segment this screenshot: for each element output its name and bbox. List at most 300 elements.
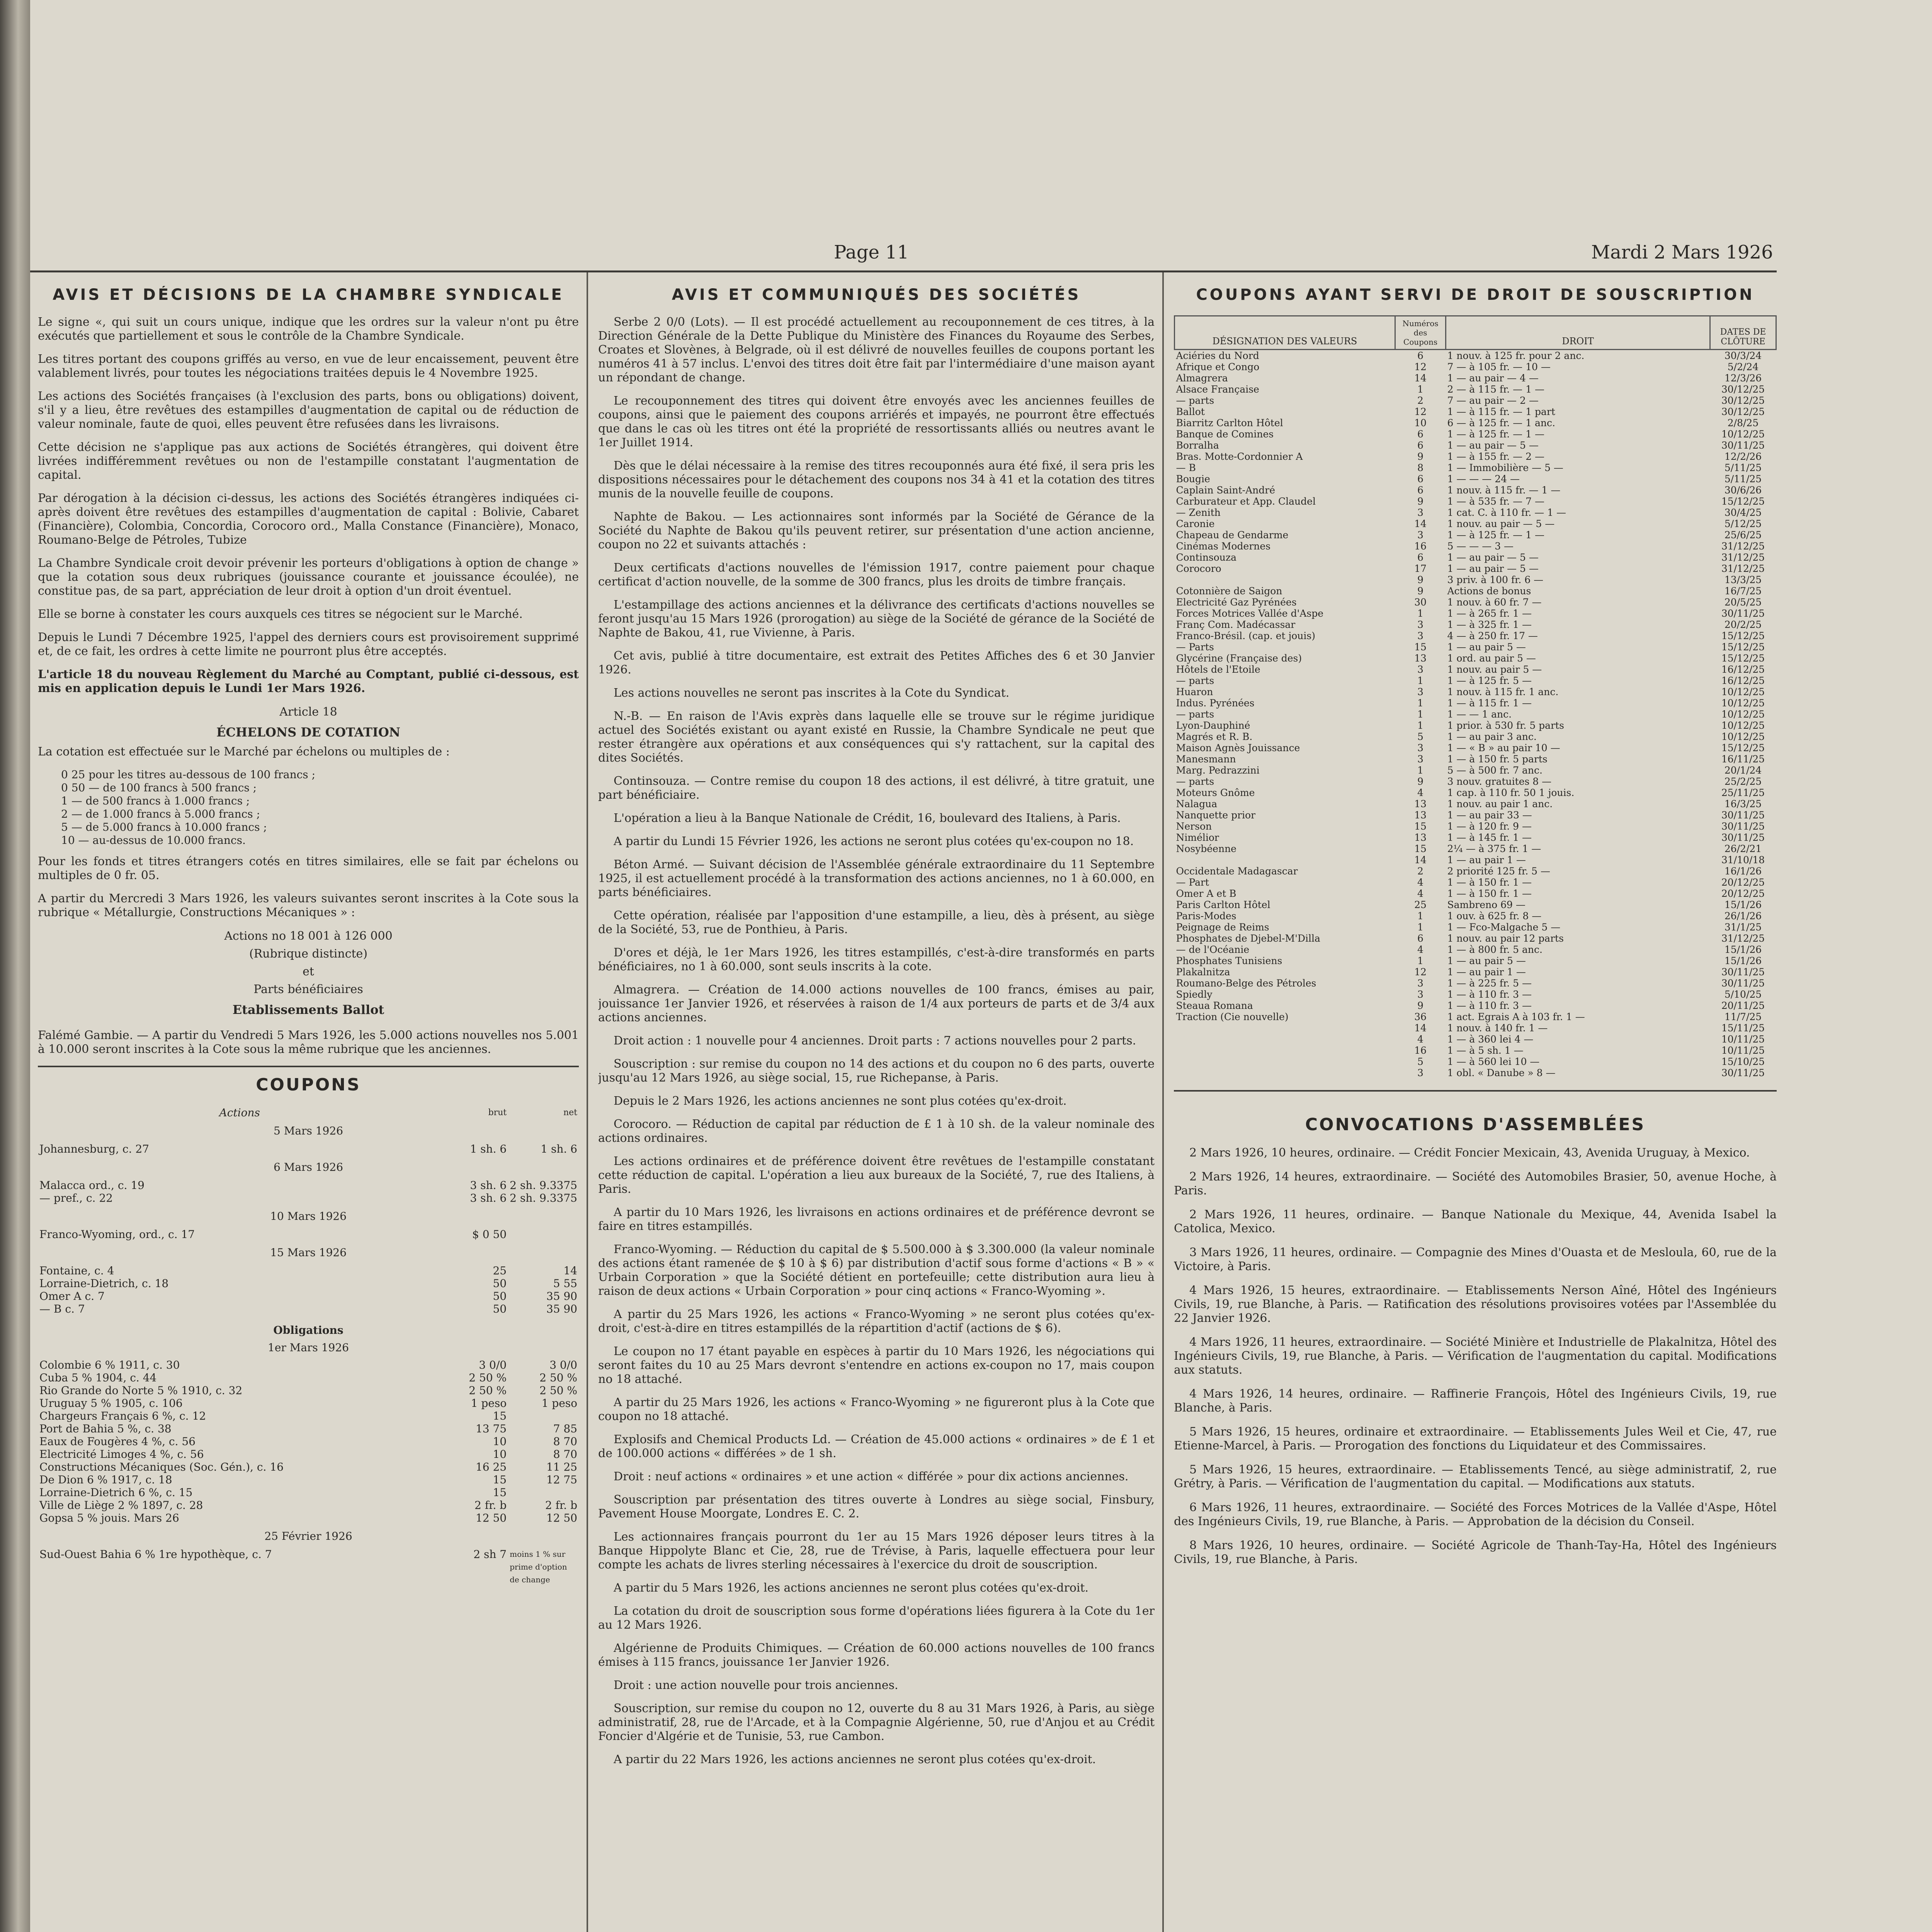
coupon-droit-name: Phosphates de Djebel-M'Dilla: [1176, 933, 1320, 944]
coupon-droit-date: 15/12/25: [1721, 742, 1765, 753]
societe-paragraph: A partir du 10 Mars 1926, les livraisons en actions ordinaires et de préférence devront se faire en titres estampillés.: [598, 1206, 1155, 1233]
oblig-brut: 10: [493, 1448, 507, 1461]
coupon-droit-droit: 1 nouv. à 115 fr. 1 anc.: [1447, 686, 1559, 697]
oblig-name: Cuba 5 % 1904, c. 44: [39, 1371, 157, 1384]
coupon-droit-date: 13/3/25: [1724, 574, 1762, 585]
convocation-item: 5 Mars 1926, 15 heures, extraordinaire. — Etablissements Tencé, au siège administratif, 2, rue Grétry, à Paris. — Vérification de l'augmentation du capital. — Modifications aux statuts.: [1174, 1463, 1777, 1490]
convocation-item: 2 Mars 1926, 11 heures, ordinaire. — Banque Nationale du Mexique, 44, Avenida Isabel la Catolica, Mexico.: [1174, 1208, 1777, 1235]
societe-paragraph: D'ores et déjà, le 1er Mars 1926, les titres estampillés, c'est-à-dire transformés en parts bénéficiaires, no 1 à 60.000, sont seuls inscrits à la cote.: [598, 946, 1155, 973]
coupon-droit-number: 1: [1417, 955, 1423, 966]
coupon-droit-number: 13: [1414, 798, 1427, 810]
coupon-droit-date: 16/7/25: [1724, 585, 1762, 597]
coupon-droit-name: Almagrera: [1176, 372, 1228, 384]
coupon-droit-row: [1175, 395, 1776, 406]
coupon-droit-date: 16/12/25: [1721, 664, 1765, 675]
coupon-droit-droit: 1 — au pair 1 —: [1447, 854, 1526, 866]
coupon-droit-droit: 1 nouv. à 125 fr. pour 2 anc.: [1447, 350, 1585, 361]
coupon-droit-date: 12/2/26: [1724, 451, 1762, 462]
coupon-net: 1 sh. 6: [541, 1143, 577, 1155]
societe-paragraph: Franco-Wyoming. — Réduction du capital de $ 5.500.000 à $ 3.300.000 (la valeur nominale des actions étant ramenée de $ 10 à $ 6) par distribution d'actif sous forme d'actions « B » « Urbain Corporation » que la Société détient en portefeuille; cette distribution aura lieu à raison de deux actions « Urbain Corporation » pour cinq actions « Franco-Wyoming ».: [598, 1243, 1155, 1298]
coupon-brut: 50: [493, 1277, 507, 1290]
coupon-droit-number: 1: [1417, 384, 1423, 395]
societe-paragraph: Depuis le 2 Mars 1926, les actions anciennes ne sont plus cotées qu'ex-droit.: [614, 1094, 1067, 1108]
societe-paragraph: L'estampillage des actions anciennes et la délivrance des certificats d'actions nouvelles se feront jusqu'au 15 Mars 1926 (prorogation) au siège de la Société de gérance de la Société de Naphte de Bakou, 41, rue Vivienne, à Paris.: [598, 598, 1155, 639]
societe-paragraph: A partir du 25 Mars 1926, les actions « Franco-Wyoming » ne seront plus cotées qu'ex-droit, c'est-à-dire en titres estampillés de la répartition d'actif (actions de $ 6).: [598, 1308, 1155, 1335]
societe-paragraph: L'opération a lieu à la Banque Nationale de Crédit, 16, boulevard des Italiens, à Paris.: [614, 811, 1121, 825]
coupon-droit-number: 13: [1414, 832, 1427, 843]
coupon-droit-name: Caronie: [1176, 518, 1215, 529]
societe-paragraph: Droit : une action nouvelle pour trois anciennes.: [614, 1679, 898, 1692]
coupon-droit-number: 30: [1414, 597, 1427, 608]
coupon-droit-droit: 1 — à 115 fr. 1 —: [1447, 697, 1532, 709]
coupon-droit-name: Ballot: [1176, 406, 1205, 417]
oblig-name: Constructions Mécaniques (Soc. Gén.), c. 16: [39, 1461, 284, 1473]
coupon-droit-date: 31/12/25: [1721, 563, 1765, 574]
coupon-droit-row: [1175, 485, 1776, 496]
coupon-droit-droit: 1 — à 125 fr. — 1 —: [1447, 529, 1544, 541]
coupon-droit-number: 12: [1414, 966, 1427, 978]
coupon-droit-number: 3: [1417, 742, 1423, 753]
coupon-droit-name: Corocoro: [1176, 563, 1221, 574]
coupon-droit-date: 5/11/25: [1724, 473, 1762, 485]
coupon-droit-date: 10/11/25: [1721, 1045, 1765, 1056]
coupon-droit-row: [1175, 787, 1776, 798]
coupon-droit-row: [1175, 910, 1776, 922]
coupon-droit-row: [1175, 597, 1776, 608]
coupon-droit-droit: 1 — au pair — 5 —: [1447, 563, 1539, 574]
oblig-date: 1er Mars 1926: [268, 1341, 349, 1354]
coupon-droit-date: 15/12/25: [1721, 496, 1765, 507]
oblig-name: Uruguay 5 % 1905, c. 106: [39, 1397, 183, 1410]
coupon-droit-number: 3: [1417, 664, 1423, 675]
coupon-droit-date: 15/12/25: [1721, 630, 1765, 641]
coupon-droit-date: 5/10/25: [1724, 989, 1762, 1000]
societe-paragraph: A partir du 22 Mars 1926, les actions anciennes ne seront plus cotées qu'ex-droit.: [614, 1753, 1096, 1766]
coupon-droit-name: Plakalnitza: [1176, 966, 1230, 978]
coupon-droit-name: Cinémas Modernes: [1176, 541, 1271, 552]
coupon-brut: 50: [493, 1290, 507, 1303]
societe-paragraph: Béton Armé. — Suivant décision de l'Assemblée générale extraordinaire du 11 Septembre 1925, il est actuellement procédé à la transformation des actions anciennes, no 1 à 60.000, en parts bénéficiaires.: [598, 858, 1155, 899]
coupon-date-row: [38, 1241, 579, 1264]
inscription-line: Actions no 18 001 à 126 000: [224, 929, 393, 943]
coupon-droit-row: [1175, 877, 1776, 888]
coupon-droit-date: 30/11/25: [1721, 832, 1765, 843]
oblig-brut: 1 peso: [471, 1397, 507, 1410]
coupon-droit-droit: 2 — à 115 fr. — 1 —: [1447, 384, 1544, 395]
coupon-droit-droit: 1 — « B » au pair 10 —: [1447, 742, 1560, 753]
coupon-droit-row: [1175, 966, 1776, 978]
coupon-droit-row: [1175, 574, 1776, 585]
coupon-droit-row: [1175, 955, 1776, 966]
coupons-col-net: net: [563, 1108, 577, 1117]
coupon-droit-number: 6: [1417, 485, 1423, 496]
coupon-droit-date: 16/3/25: [1724, 798, 1762, 810]
coupon-droit-name: Forces Motrices Vallée d'Aspe: [1176, 608, 1324, 619]
oblig-net: 7 85: [553, 1422, 577, 1435]
coupon-droit-droit: 1 nouv. au pair — 5 —: [1447, 518, 1555, 529]
coupon-droit-date: 5/12/25: [1724, 518, 1762, 529]
coupon-droit-date: 31/10/18: [1721, 854, 1765, 866]
page-number: Page 11: [834, 242, 909, 263]
coupon-droit-date: 25/6/25: [1724, 529, 1762, 541]
coupon-droit-row: [1175, 821, 1776, 832]
coupon-droit-number: 16: [1414, 541, 1427, 552]
chambre-syndicale-title: AVIS ET DÉCISIONS DE LA CHAMBRE SYNDICALE: [53, 286, 564, 304]
coupon-droit-number: 16: [1414, 1045, 1427, 1056]
coupon-droit-row: [1175, 406, 1776, 417]
oblig-brut: 12 50: [475, 1512, 507, 1524]
coupon-droit-number: 4: [1417, 944, 1423, 955]
coupon-droit-name: — parts: [1176, 395, 1214, 406]
coupon-droit-row: [1175, 933, 1776, 944]
oblig-net: 12 50: [546, 1512, 577, 1524]
coupon-droit-name: [1175, 1045, 1395, 1056]
coupon-droit-name: Manesmann: [1176, 753, 1236, 765]
coupon-droit-droit: 1 — à 120 fr. 9 —: [1447, 821, 1532, 832]
coupon-droit-row: [1175, 922, 1776, 933]
feb-row: [38, 1548, 579, 1586]
coupon-droit-row: [1175, 866, 1776, 877]
coupon-droit-number: 10: [1414, 417, 1427, 429]
coupon-droit-number: 9: [1417, 1000, 1423, 1011]
coupon-droit-name: [1175, 1056, 1395, 1067]
oblig-row: [38, 1499, 579, 1512]
coupon-droit-name: Carburateur et App. Claudel: [1176, 496, 1316, 507]
coupon-droit-droit: 5 — à 500 fr. 7 anc.: [1447, 765, 1543, 776]
coupon-droit-droit: 1 — à 535 fr. — 7 —: [1447, 496, 1544, 507]
coupon-droit-number: 14: [1414, 372, 1427, 384]
coupon-droit-row: [1175, 541, 1776, 552]
coupon-name: Franco-Wyoming, ord., c. 17: [39, 1228, 195, 1241]
coupon-net: 35 90: [546, 1290, 577, 1303]
echelons-intro: La cotation est effectuée sur le Marché par échelons ou multiples de :: [38, 745, 450, 759]
coupon-droit-droit: 1 — à 110 fr. 3 —: [1447, 1000, 1532, 1011]
coupon-droit-date: 30/11/25: [1721, 810, 1765, 821]
coupon-droit-number: 5: [1417, 1056, 1423, 1067]
coupon-droit-name: [1175, 854, 1395, 866]
coupon-droit-number: 15: [1414, 821, 1427, 832]
coupon-droit-name: Indus. Pyrénées: [1176, 697, 1255, 709]
convocation-item: 3 Mars 1926, 11 heures, ordinaire. — Compagnie des Mines d'Ouasta et de Mesloula, 60, rue de la Victoire, à Paris.: [1174, 1246, 1777, 1273]
coupon-droit-name: — Zenith: [1176, 507, 1221, 518]
coupon-droit-droit: 6 — à 125 fr. — 1 anc.: [1447, 417, 1555, 429]
coupon-droit-row: [1175, 731, 1776, 742]
coupon-droit-number: 9: [1417, 496, 1423, 507]
coupon-droit-number: 36: [1414, 1011, 1427, 1022]
coupon-droit-droit: 1 — au pair 3 anc.: [1447, 731, 1537, 742]
coupon-droit-number: 1: [1417, 765, 1423, 776]
coupon-droit-row: [1175, 507, 1776, 518]
societe-paragraph: Explosifs and Chemical Products Ld. — Création de 45.000 actions « ordinaires » de £ 1 et de 100.000 actions « différées » de 1 sh.: [598, 1433, 1155, 1460]
coupon-droit-droit: 1 prior. à 530 fr. 5 parts: [1447, 720, 1564, 731]
inscription-line: Etablissements Ballot: [232, 1002, 384, 1017]
coupon-name: Malacca ord., c. 19: [39, 1179, 145, 1192]
column-rule: [1162, 272, 1164, 1932]
coupon-droit-number: 3: [1417, 507, 1423, 518]
coupon-droit-droit: 1 — à 325 fr. 1 —: [1447, 619, 1532, 630]
page-edge-left: [0, 0, 30, 1932]
coupon-droit-row: [1175, 944, 1776, 955]
oblig-brut: 16 25: [475, 1461, 507, 1473]
section-rule: [38, 1066, 579, 1067]
coupon-droit-droit: 1 — à 5 sh. 1 —: [1447, 1045, 1524, 1056]
coupon-droit-droit: 1 — à 145 fr. 1 —: [1447, 832, 1532, 843]
feb-brut: 2 sh 7: [473, 1548, 507, 1561]
coupon-droit-name: Hôtels de l'Etoile: [1176, 664, 1260, 675]
coupon-droit-droit: 1 cat. C. à 110 fr. — 1 —: [1447, 507, 1566, 518]
coupon-net: [508, 1228, 579, 1241]
coupon-droit-droit: 1 — au pair 33 —: [1447, 810, 1532, 821]
coupons-table: [38, 1106, 579, 1586]
feb-net: moins 1 % sur prime d'option de change: [510, 1549, 567, 1584]
coupon-droit-name: Peignage de Reims: [1176, 922, 1269, 933]
coupon-droit-name: Electricité Gaz Pyrénées: [1176, 597, 1297, 608]
coupon-droit-row: [1175, 653, 1776, 664]
coupon-droit-number: 15: [1414, 641, 1427, 653]
coupon-droit-number: 14: [1414, 1022, 1427, 1034]
coupon-droit-droit: 1 ord. au pair 5 —: [1447, 653, 1536, 664]
avis-paragraph: L'article 18 du nouveau Règlement du Marché au Comptant, publié ci-dessous, est mis en application depuis le Lundi 1er Mars 1926.: [38, 668, 579, 695]
echelon-item: 2 — de 1.000 francs à 5.000 francs ;: [61, 808, 260, 820]
oblig-name: Ville de Liège 2 % 1897, c. 28: [39, 1499, 203, 1512]
oblig-brut: 15: [493, 1473, 507, 1486]
oblig-row: [38, 1397, 579, 1410]
avis-paragraph: Elle se borne à constater les cours auxquels ces titres se négocient sur le Marché.: [38, 607, 523, 621]
coupon-droit-row: [1175, 697, 1776, 709]
coupon-droit-number: 6: [1417, 473, 1423, 485]
coupon-droit-name: Nimélior: [1176, 832, 1219, 843]
coupon-droit-name: Continsouza: [1176, 552, 1236, 563]
coupon-name: — B c. 7: [39, 1303, 85, 1315]
coupon-droit-name: Paris-Modes: [1176, 910, 1236, 922]
coupon-droit-row: [1175, 473, 1776, 485]
coupon-droit-date: 15/10/25: [1721, 1056, 1765, 1067]
convocation-item: 5 Mars 1926, 15 heures, ordinaire et extraordinaire. — Etablissements Jules Weil et Cie, 47, rue Etienne-Marcel, à Paris. — Prorogation des fonctions du Liquidateur et des Commissaires.: [1174, 1425, 1777, 1452]
coupon-droit-number: 12: [1414, 406, 1427, 417]
coupon-droit-number: 9: [1417, 776, 1423, 787]
societe-paragraph: Droit action : 1 nouvelle pour 4 anciennes. Droit parts : 7 actions nouvelles pour 2 parts.: [614, 1034, 1136, 1048]
coupon-droit-droit: 1 — à 150 fr. 1 —: [1447, 888, 1532, 899]
societe-paragraph: Algérienne de Produits Chimiques. — Création de 60.000 actions nouvelles de 100 francs émises à 115 francs, jouissance 1er Janvier 1926.: [598, 1641, 1155, 1669]
oblig-name: Chargeurs Français 6 %, c. 12: [39, 1410, 206, 1422]
coupon-droit-date: 31/1/25: [1724, 922, 1762, 933]
obligations-label-row: [38, 1315, 579, 1339]
coupon-droit-date: 12/3/26: [1724, 372, 1762, 384]
coupon-droit-droit: 2¼ — à 375 fr. 1 —: [1447, 843, 1541, 854]
avis-societes-title: AVIS ET COMMUNIQUÉS DES SOCIÉTÉS: [672, 286, 1081, 304]
oblig-net: 12 75: [546, 1473, 577, 1486]
coupon-droit-droit: 5 — — — 3 —: [1447, 541, 1514, 552]
coupon-row: [38, 1192, 579, 1204]
coupon-droit-date: 5/2/24: [1727, 361, 1759, 372]
coupon-droit-row: [1175, 361, 1776, 372]
echelon-item: 0 25 pour les titres au-dessous de 100 francs ;: [61, 768, 315, 781]
societe-paragraph: Deux certificats d'actions nouvelles de l'émission 1917, contre paiement pour chaque certificat d'action nouvelle, de la somme de 300 francs, plus les droits de timbre français.: [598, 561, 1155, 588]
coupon-droit-date: 26/2/21: [1724, 843, 1762, 854]
oblig-row: [38, 1384, 579, 1397]
coupon-droit-date: 10/12/25: [1721, 709, 1765, 720]
coupon-droit-name: Franç Com. Madécassar: [1176, 619, 1296, 630]
oblig-net: [508, 1410, 579, 1422]
coupon-droit-name: — de l'Océanie: [1176, 944, 1250, 955]
oblig-brut: 2 50 %: [469, 1384, 507, 1397]
oblig-net: 2 50 %: [539, 1371, 577, 1384]
coupon-droit-number: 4: [1417, 787, 1423, 798]
coupon-row: [38, 1290, 579, 1303]
oblig-row: [38, 1461, 579, 1473]
coupon-droit-droit: 1 nouv. au pair 1 anc.: [1447, 798, 1553, 810]
coupon-droit-date: 30/12/25: [1721, 395, 1765, 406]
coupon-droit-date: 16/12/25: [1721, 675, 1765, 686]
coupon-droit-droit: 1 — — — 24 —: [1447, 473, 1520, 485]
coupon-droit-number: 3: [1417, 753, 1423, 765]
coupon-droit-date: 31/12/25: [1721, 552, 1765, 563]
oblig-row: [38, 1371, 579, 1384]
faleme-paragraph: Falémé Gambie. — A partir du Vendredi 5 Mars 1926, les 5.000 actions nouvelles nos 5.001 à 10.000 seront inscrites à la Cote sous la même rubrique que les anciennes.: [38, 1029, 579, 1056]
oblig-net: 8 70: [553, 1435, 577, 1448]
coupon-droit-date: 30/4/25: [1724, 507, 1762, 518]
coupon-droit-row: [1175, 518, 1776, 529]
coupon-droit-date: 10/11/25: [1721, 1034, 1765, 1045]
coupon-droit-droit: 1 nouv. à 115 fr. — 1 —: [1447, 485, 1561, 496]
coupon-row: [38, 1264, 579, 1277]
coupon-droit-droit: 1 — à 225 fr. 5 —: [1447, 978, 1532, 989]
coupon-name: — pref., c. 22: [39, 1192, 113, 1204]
coupon-droit-name: Maison Agnès Jouissance: [1176, 742, 1300, 753]
feb-name: Sud-Ouest Bahia 6 % 1re hypothèque, c. 7: [39, 1548, 272, 1561]
coupon-date: 5 Mars 1926: [274, 1124, 343, 1137]
coupon-droit-droit: 1 act. Egrais A à 103 fr. 1 —: [1447, 1011, 1585, 1022]
coupons-droit-header: DATES DE CLÔTURE: [1710, 316, 1776, 350]
coupon-droit-number: 9: [1417, 574, 1423, 585]
coupon-droit-name: Traction (Cie nouvelle): [1176, 1011, 1289, 1022]
coupon-droit-name: Nanquette prior: [1176, 810, 1256, 821]
coupon-droit-row: [1175, 1045, 1776, 1056]
coupon-droit-row: [1175, 1034, 1776, 1045]
coupon-droit-row: [1175, 989, 1776, 1000]
societe-paragraph: La cotation du droit de souscription sous forme d'opérations liées figurera à la Cote du 1er au 12 Mars 1926.: [598, 1604, 1155, 1632]
oblig-row: [38, 1473, 579, 1486]
coupon-brut: 1 sh. 6: [470, 1143, 507, 1155]
coupon-droit-number: 17: [1414, 563, 1427, 574]
coupon-droit-name: Huaron: [1176, 686, 1213, 697]
column-rule: [587, 272, 588, 1932]
convocation-item: 2 Mars 1926, 10 heures, ordinaire. — Crédit Foncier Mexicain, 43, Avenida Uruguay, à Mexico.: [1189, 1146, 1750, 1160]
coupon-droit-number: 1: [1417, 675, 1423, 686]
coupon-droit-date: 16/11/25: [1721, 753, 1765, 765]
coupon-droit-date: 20/12/25: [1721, 888, 1765, 899]
societe-paragraph: Cette opération, réalisée par l'apposition d'une estampille, a lieu, dès à présent, au siège de la Société, 53, rue de Ponthieu, à Paris.: [598, 909, 1155, 936]
oblig-row: [38, 1486, 579, 1499]
coupon-net: 35 90: [546, 1303, 577, 1315]
coupon-droit-date: 30/6/26: [1724, 485, 1762, 496]
oblig-brut: 3 0/0: [479, 1359, 507, 1371]
societe-paragraph: Souscription : sur remise du coupon no 14 des actions et du coupon no 6 des parts, ouverte jusqu'au 12 Mars 1926, au siège social, 15, rue Richepanse, à Paris.: [598, 1057, 1155, 1085]
oblig-name: Gopsa 5 % jouis. Mars 26: [39, 1512, 179, 1524]
coupon-droit-droit: 2 priorité 125 fr. 5 —: [1447, 866, 1550, 877]
coupon-droit-row: [1175, 429, 1776, 440]
coupon-droit-name: [1175, 1067, 1395, 1078]
coupon-droit-name: Chapeau de Gendarme: [1176, 529, 1289, 541]
coupon-droit-number: 4: [1417, 888, 1423, 899]
coupon-droit-number: 12: [1414, 361, 1427, 372]
coupon-droit-number: 6: [1417, 552, 1423, 563]
coupon-droit-name: Spiedly: [1176, 989, 1213, 1000]
coupon-droit-droit: 1 — Fco-Malgache 5 —: [1447, 922, 1561, 933]
societe-paragraph: Les actions ordinaires et de préférence doivent être revêtues de l'estampille constatant cette réduction de capital. L'opération a lieu aux bureaux de la Société, 7, rue des Italiens, à Paris.: [598, 1155, 1155, 1196]
echelons-title: ÉCHELONS DE COTATION: [216, 725, 401, 740]
convocation-item: 4 Mars 1926, 11 heures, extraordinaire. — Société Minière et Industrielle de Plakalnitza, Hôtel des Ingénieurs Civils, 19, rue Blanche, à Paris. — Vérification de l'augmentation du capital. Modifications aux statuts.: [1174, 1335, 1777, 1377]
oblig-net: 1 peso: [541, 1397, 577, 1410]
coupon-droit-name: Roumano-Belge des Pétroles: [1176, 978, 1316, 989]
coupon-droit-number: 15: [1414, 843, 1427, 854]
coupon-droit-date: 15/1/26: [1724, 955, 1762, 966]
coupon-droit-date: 20/2/25: [1724, 619, 1762, 630]
coupon-droit-row: [1175, 462, 1776, 473]
coupon-droit-name: Magrés et R. B.: [1176, 731, 1253, 742]
coupon-droit-droit: 1 — à 115 fr. — 1 part: [1447, 406, 1555, 417]
societe-paragraph: Droit : neuf actions « ordinaires » et une action « différée » pour dix actions anciennes.: [614, 1470, 1129, 1483]
coupon-droit-number: 14: [1414, 518, 1427, 529]
coupons-droit-title: COUPONS AYANT SERVI DE DROIT DE SOUSCRIPTION: [1196, 286, 1755, 304]
coupon-droit-row: [1175, 384, 1776, 395]
societe-paragraph: Serbe 2 0/0 (Lots). — Il est procédé actuellement au recouponnement de ces titres, à la Direction Générale de la Dette Publique du Ministère des Finances du Royaume des Serbes, Croates et Slovènes, à Belgrade, où il est délivré de nouvelles feuilles de coupons portant les numéros 41 à 57 inclus. L'envoi des titres doit être fait par l'intermédiaire d'une maison ayant un répondant de change.: [598, 315, 1155, 384]
coupon-droit-row: [1175, 720, 1776, 731]
oblig-brut: 2 fr. b: [474, 1499, 507, 1512]
coupon-droit-name: Phosphates Tunisiens: [1176, 955, 1282, 966]
inscription-line: et: [303, 965, 314, 978]
oblig-brut: 2 50 %: [469, 1371, 507, 1384]
coupon-droit-droit: 1 — à 150 fr. 5 parts: [1447, 753, 1548, 765]
coupon-droit-droit: 1 — à 360 lei 4 —: [1447, 1034, 1534, 1045]
oblig-row: [38, 1435, 579, 1448]
coupon-droit-name: Lyon-Dauphiné: [1176, 720, 1250, 731]
oblig-row: [38, 1410, 579, 1422]
coupon-droit-droit: 1 — Immobilière — 5 —: [1447, 462, 1563, 473]
coupon-net: 5 55: [553, 1277, 577, 1290]
coupon-droit-date: 20/1/24: [1724, 765, 1762, 776]
feb-date-row: [38, 1524, 579, 1548]
section-rule: [1174, 1090, 1777, 1092]
coupon-droit-date: 10/12/25: [1721, 686, 1765, 697]
coupon-droit-number: 9: [1417, 451, 1423, 462]
oblig-name: Rio Grande do Norte 5 % 1910, c. 32: [39, 1384, 243, 1397]
coupon-droit-droit: 1 — au pair — 5 —: [1447, 440, 1539, 451]
coupons-droit-table: [1174, 315, 1777, 1078]
coupon-droit-number: 3: [1417, 630, 1423, 641]
coupon-droit-name: Nerson: [1176, 821, 1212, 832]
coupon-droit-number: 14: [1414, 854, 1427, 866]
coupon-droit-name: Caplain Saint-André: [1176, 485, 1276, 496]
coupon-row: [38, 1179, 579, 1192]
coupon-droit-name: [1175, 574, 1395, 585]
societe-paragraph: Corocoro. — Réduction de capital par réduction de £ 1 à 10 sh. de la valeur nominale des actions ordinaires.: [598, 1117, 1155, 1145]
coupon-droit-date: 30/11/25: [1721, 821, 1765, 832]
coupon-droit-number: 3: [1417, 619, 1423, 630]
coupon-droit-number: 1: [1417, 709, 1423, 720]
coupon-droit-date: 15/1/26: [1724, 899, 1762, 910]
coupon-droit-date: 10/12/25: [1721, 697, 1765, 709]
coupon-droit-row: [1175, 585, 1776, 597]
coupon-droit-number: 5: [1417, 731, 1423, 742]
coupon-row: [38, 1228, 579, 1241]
obligations-label: Obligations: [273, 1324, 344, 1337]
coupon-droit-droit: 1 nouv. à 60 fr. 7 —: [1447, 597, 1542, 608]
coupon-droit-name: Occidentale Madagascar: [1176, 866, 1298, 877]
echelons-note: Pour les fonds et titres étrangers cotés en titres similaires, elle se fait par échelons ou multiples de 0 fr. 05.: [38, 855, 579, 882]
coupon-droit-number: 3: [1417, 989, 1423, 1000]
coupon-droit-name: Nosybéenne: [1176, 843, 1236, 854]
